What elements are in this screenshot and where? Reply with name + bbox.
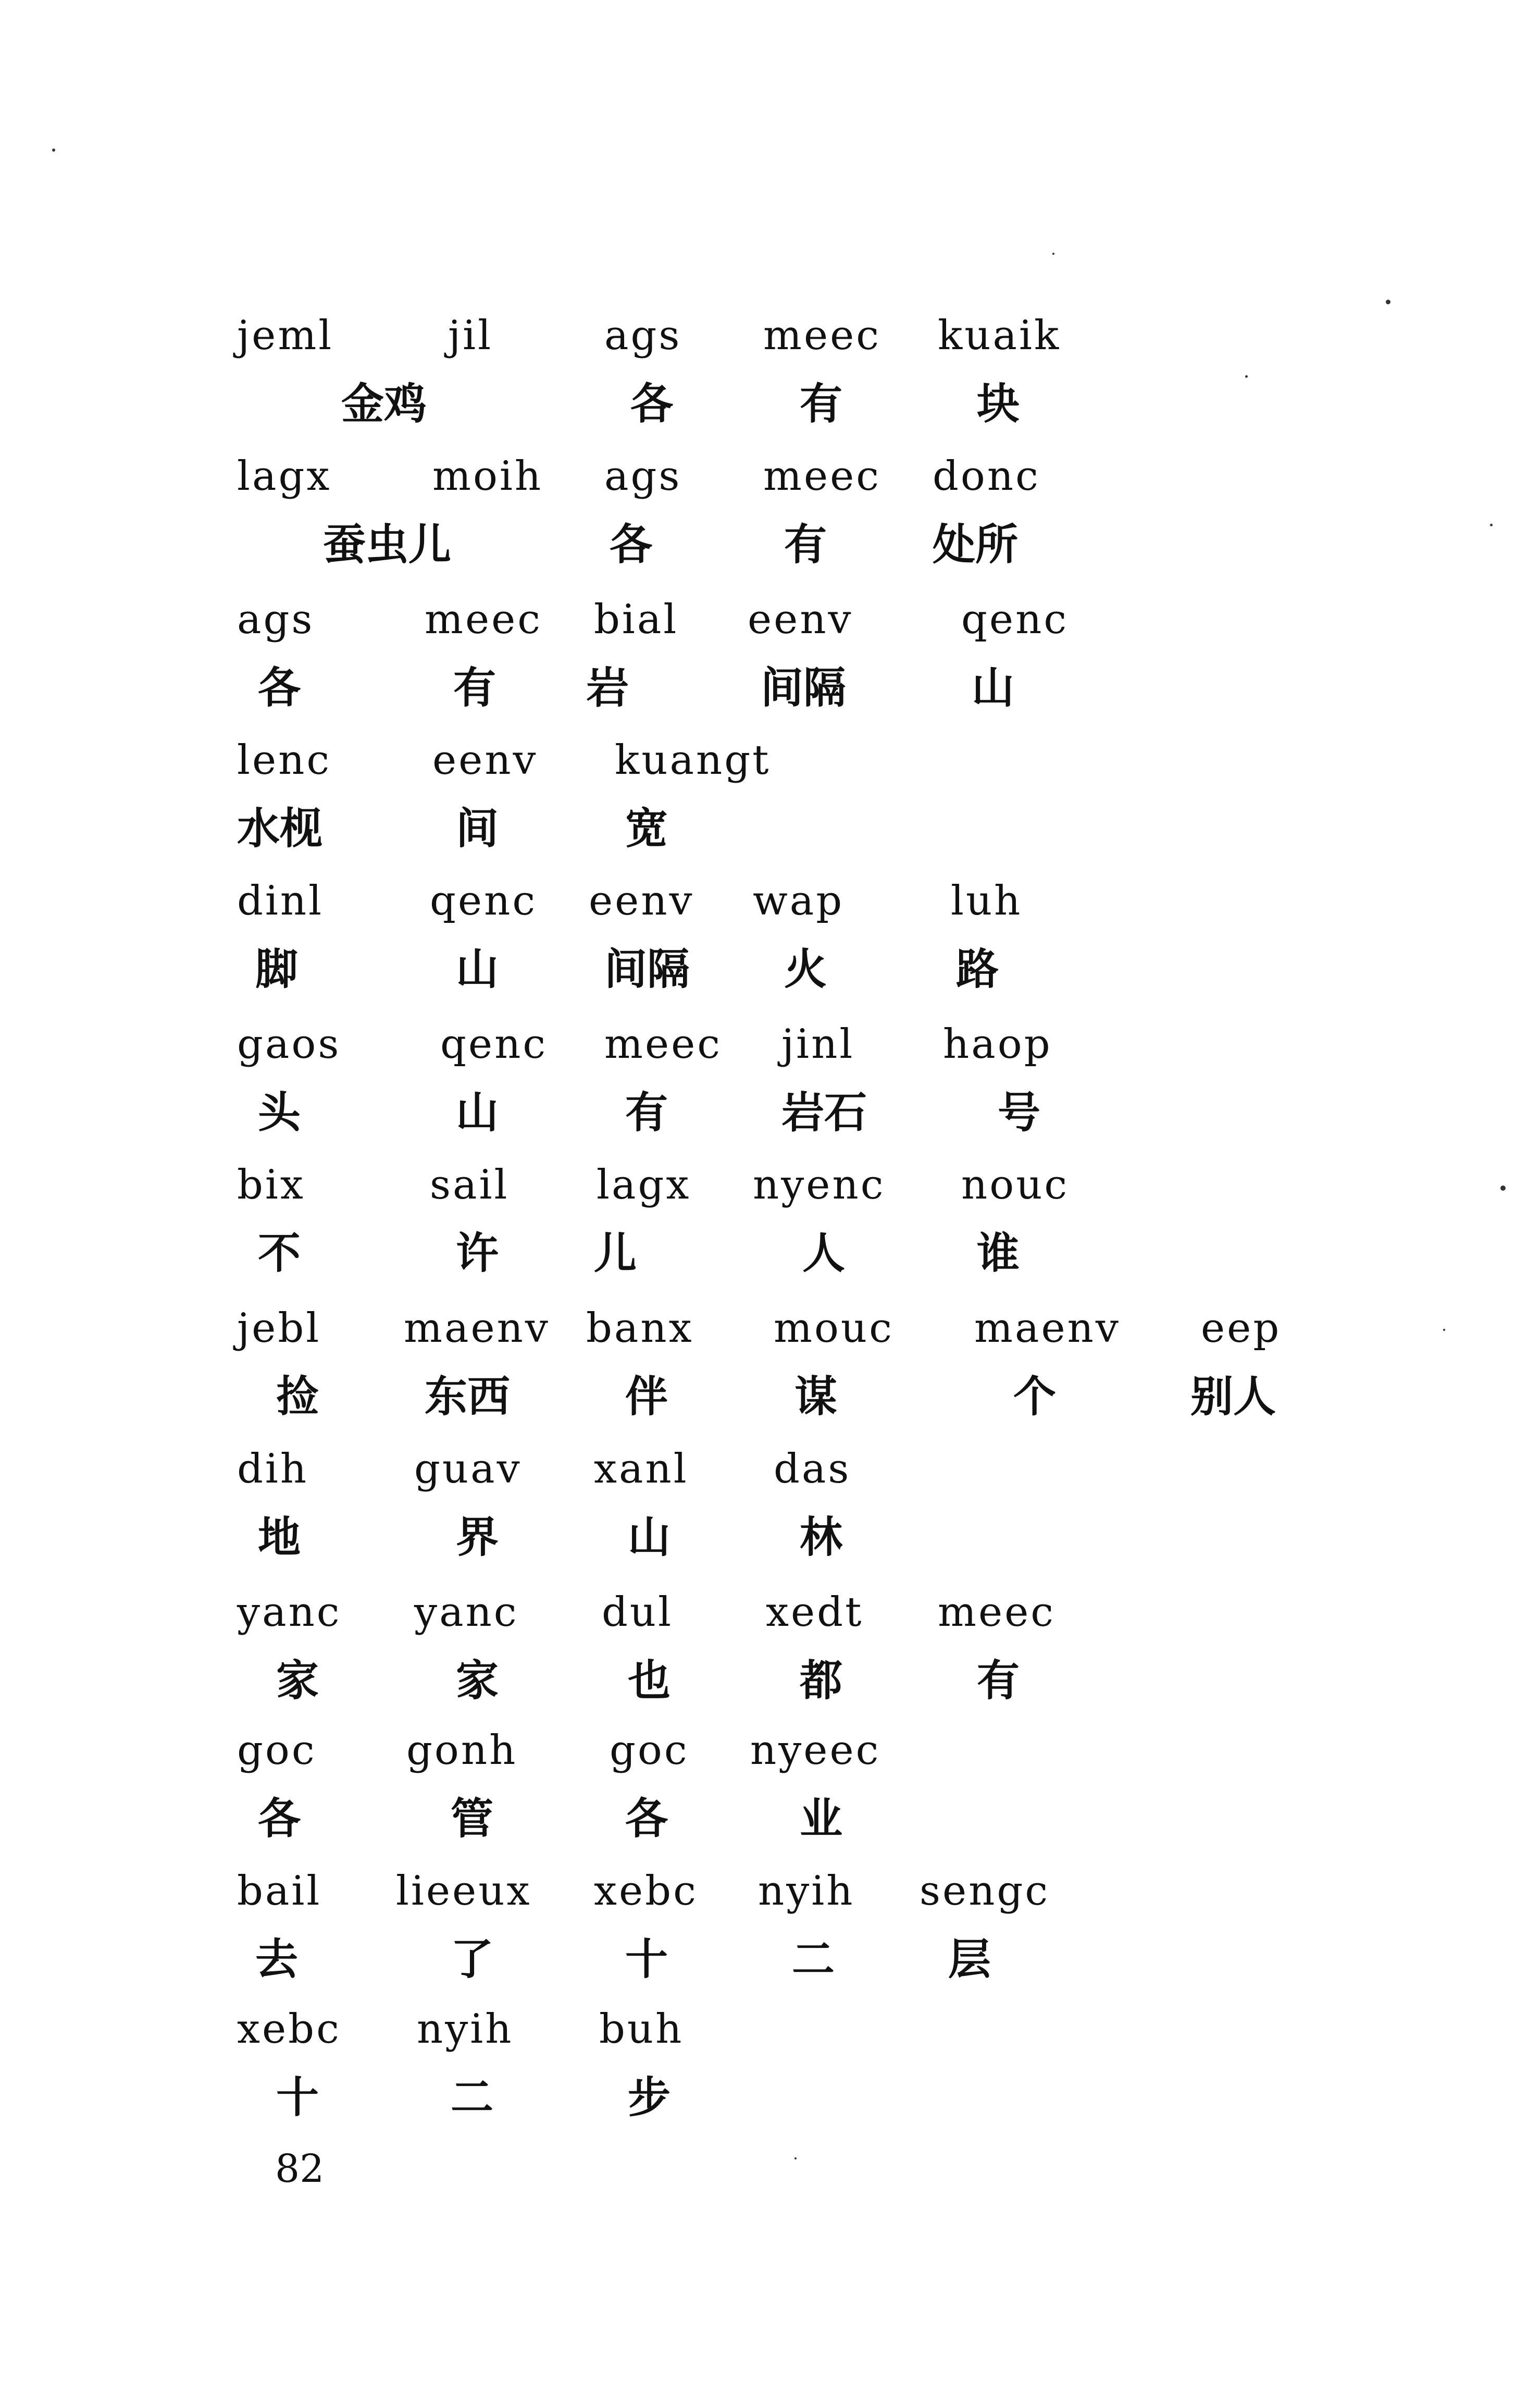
romanized-word: qenc [961,596,1069,643]
gloss-word: 路 [956,945,999,994]
gloss-word: 蚕虫儿 [323,520,452,570]
gloss-word: 地 [258,1513,301,1562]
romanized-word: lagx [237,453,332,500]
gloss-word: 东西 [425,1372,511,1422]
romanized-word: gaos [237,1021,341,1068]
gloss-word: 块 [977,379,1020,429]
gloss-word: 火 [784,945,827,994]
gloss-line [0,945,1540,1032]
gloss-word: 水枧 [237,804,323,854]
romanized-word: nyih [758,1868,855,1915]
romanized-word: eenv [432,737,538,784]
romanized-word: jeml [237,312,334,359]
scan-speck [1245,375,1248,378]
gloss-word: 二 [792,1935,835,1984]
romanized-word: meec [425,596,542,643]
romanized-word: lieeux [396,1868,532,1915]
gloss-word: 处所 [933,520,1019,570]
gloss-word: 头 [258,1088,301,1138]
gloss-word: 都 [800,1656,843,1706]
romanized-word: eep [1201,1305,1282,1352]
gloss-word: 业 [800,1794,843,1844]
gloss-line [0,520,1540,607]
scan-speck [794,2157,797,2159]
romanized-word: jebl [237,1305,321,1352]
romanized-word: donc [933,453,1040,500]
gloss-word: 间隔 [761,663,847,713]
romanized-word: das [774,1446,851,1492]
gloss-word: 家 [276,1656,319,1706]
gloss-line [0,1513,1540,1600]
gloss-word: 各 [610,520,653,570]
romanized-word: xedt [766,1589,864,1636]
romanized-word: moih [432,453,543,500]
romanized-word: bail [237,1868,322,1915]
romanized-word: kuangt [615,737,771,784]
romanized-word: lagx [597,1162,691,1208]
gloss-word: 捡 [276,1372,319,1422]
gloss-line [0,1372,1540,1459]
romanized-word: bial [594,596,679,643]
gloss-word: 岩 [586,663,629,713]
gloss-word: 管 [451,1794,494,1844]
romanized-word: sail [430,1162,510,1208]
romanized-word: ags [604,453,682,500]
gloss-word: 各 [258,663,301,713]
gloss-word: 有 [453,663,496,713]
gloss-word: 去 [255,1935,299,1984]
gloss-word: 山 [456,1088,499,1138]
gloss-word: 山 [628,1513,671,1562]
romanized-word: meec [763,312,881,359]
gloss-word: 个 [1013,1372,1057,1422]
romanized-word: nyih [417,2006,514,2053]
gloss-word: 金鸡 [341,379,427,429]
romanized-word: dul [602,1589,674,1636]
romanized-word: meec [604,1021,722,1068]
romanized-word: meec [763,453,881,500]
gloss-word: 各 [625,1794,668,1844]
scan-speck [1500,1186,1506,1191]
romanized-word: maenv [974,1305,1121,1352]
romanized-word: banx [586,1305,694,1352]
romanized-word: mouc [774,1305,894,1352]
romanized-word: bix [237,1162,305,1208]
scan-speck [52,149,55,152]
gloss-line [0,2073,1540,2160]
romanized-word: nyenc [753,1162,886,1208]
romanized-word: kuaik [938,312,1061,359]
gloss-word: 有 [784,520,827,570]
gloss-word: 家 [456,1656,499,1706]
gloss-word: 不 [258,1229,301,1278]
romanized-word: xebc [594,1868,698,1915]
gloss-word: 脚 [255,945,299,994]
romanized-word: wap [753,878,844,924]
gloss-word: 层 [948,1935,991,1984]
gloss-word: 有 [625,1088,668,1138]
romanized-word: dinl [237,878,324,924]
gloss-word: 林 [800,1513,843,1562]
gloss-word: 儿 [594,1229,637,1278]
romanized-word: qenc [430,878,538,924]
romanized-word: xebc [237,2006,341,2053]
romanized-word: nouc [961,1162,1070,1208]
gloss-word: 谋 [794,1372,838,1422]
romanized-word: ags [604,312,682,359]
romanized-word: goc [237,1727,317,1774]
romanized-word: haop [943,1021,1052,1068]
gloss-word: 十 [276,2073,319,2122]
gloss-word: 界 [456,1513,499,1562]
scan-speck [1052,253,1054,255]
romanized-word: qenc [440,1021,548,1068]
gloss-word: 宽 [625,804,668,854]
page-number: 82 [275,2146,325,2191]
romanized-word: eenv [589,878,694,924]
romanized-word: luh [951,878,1023,924]
gloss-word: 伴 [625,1372,668,1422]
scan-speck [1386,300,1390,304]
gloss-word: 谁 [977,1229,1020,1278]
romanized-word: eenv [748,596,853,643]
gloss-word: 别人 [1190,1372,1276,1422]
romanized-word: buh [599,2006,684,2053]
romanized-word: jil [448,312,493,359]
gloss-word: 山 [456,945,499,994]
gloss-word: 有 [800,379,843,429]
romanized-word: goc [610,1727,689,1774]
romanized-word: guav [414,1446,522,1492]
romanized-word: sengc [920,1868,1050,1915]
scan-speck [1443,1329,1445,1331]
gloss-word: 间隔 [604,945,690,994]
gloss-word: 间 [456,804,499,854]
romanized-word: gonh [406,1727,518,1774]
gloss-word: 步 [628,2073,671,2122]
romanized-word: nyeec [750,1727,881,1774]
romanized-word: yanc [414,1589,519,1636]
gloss-word: 各 [630,379,674,429]
romanized-word: lenc [237,737,332,784]
gloss-word: 号 [998,1088,1041,1138]
romanized-word: jinl [781,1021,855,1068]
gloss-word: 各 [258,1794,301,1844]
romanized-word: xanl [594,1446,689,1492]
scan-speck [1490,524,1493,526]
gloss-word: 也 [628,1656,671,1706]
romanized-word: meec [938,1589,1055,1636]
gloss-word: 了 [451,1935,494,1984]
romanized-word: maenv [404,1305,550,1352]
gloss-word: 山 [972,663,1015,713]
gloss-word: 许 [456,1229,499,1278]
romanized-word: ags [237,596,315,643]
gloss-word: 岩石 [781,1088,867,1138]
gloss-word: 人 [802,1229,846,1278]
romanized-word: yanc [237,1589,342,1636]
romanized-word: dih [237,1446,309,1492]
gloss-word: 十 [625,1935,668,1984]
gloss-line [0,1229,1540,1316]
gloss-word: 二 [451,2073,494,2122]
gloss-word: 有 [977,1656,1020,1706]
